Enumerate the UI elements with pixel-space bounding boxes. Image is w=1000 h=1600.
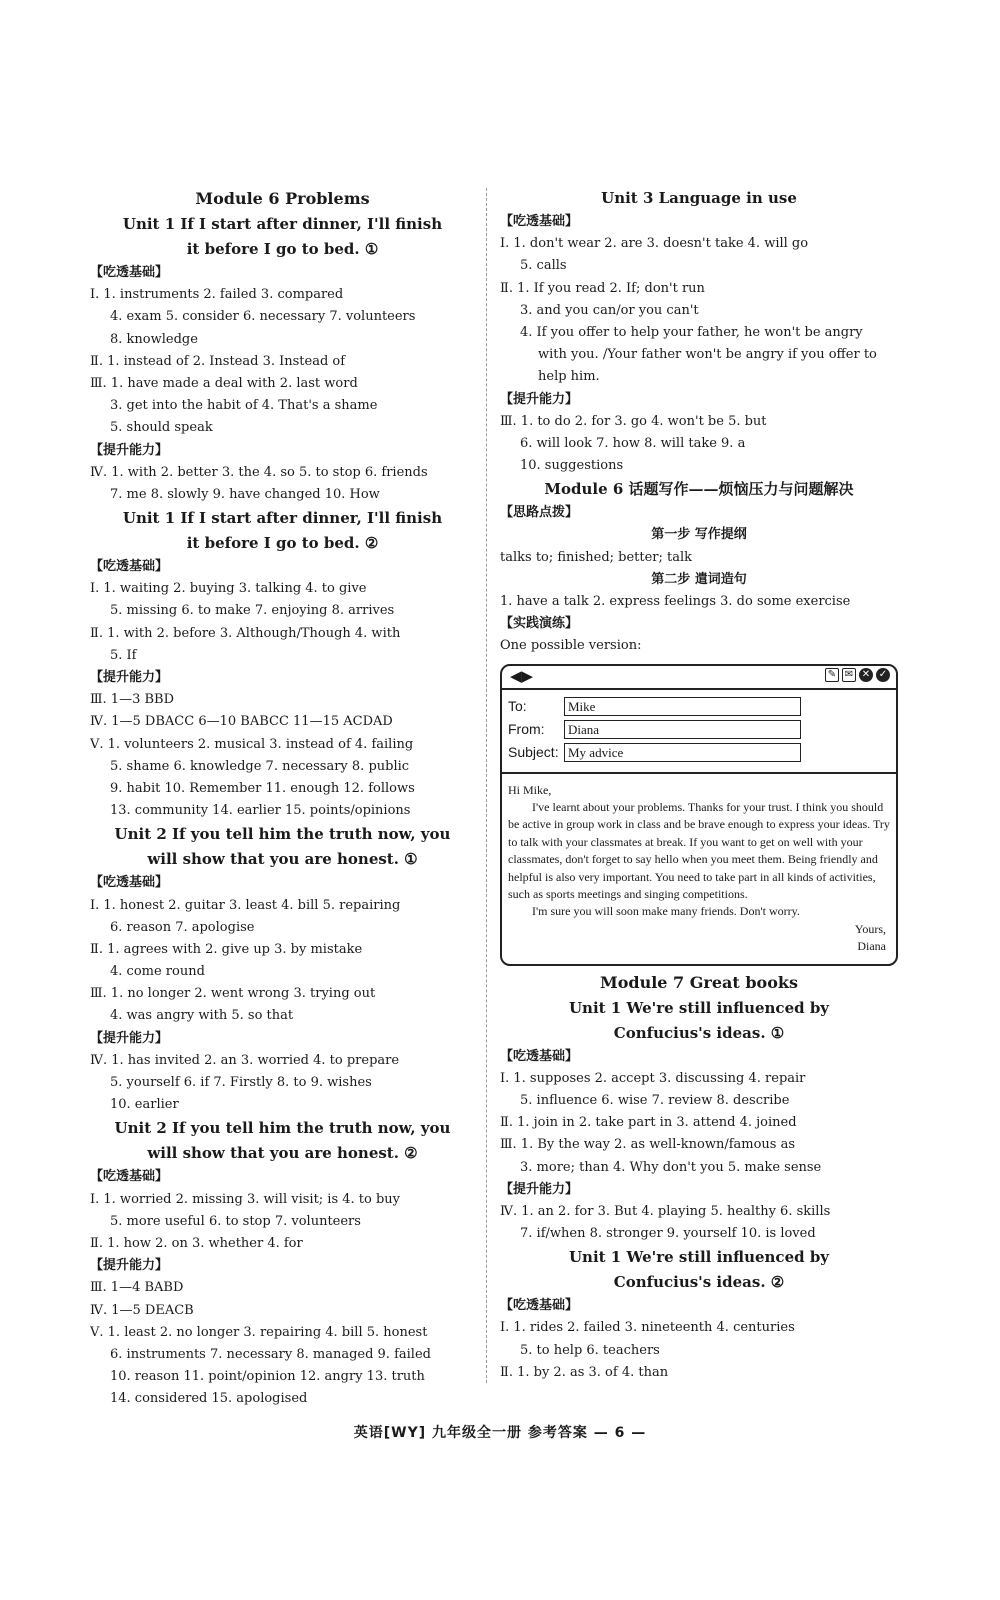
unit-title: Unit 3 Language in use: [601, 189, 797, 207]
section-heading: 【吃透基础】: [90, 875, 169, 891]
answer-line: 3. more; than 4. Why don't you 5. make sense: [520, 1159, 822, 1175]
answer-line: Ⅰ. 1. honest 2. guitar 3. least 4. bill 5. repairing: [90, 897, 401, 913]
answer-line: 7. me 8. slowly 9. have changed 10. How: [110, 486, 380, 502]
section-heading: 【吃透基础】: [90, 1169, 169, 1185]
email-icons: [825, 668, 890, 682]
answer-line: Ⅲ. 1—4 BABD: [90, 1280, 184, 1296]
answer-line: help him.: [538, 369, 600, 385]
answer-line: Ⅱ. 1. how 2. on 3. whether 4. for: [90, 1235, 303, 1251]
section-heading: 【提升能力】: [500, 391, 579, 407]
answer-line: Ⅳ. 1. an 2. for 3. But 4. playing 5. healthy 6. skills: [500, 1203, 831, 1219]
email-greeting: Hi Mike,: [508, 782, 552, 797]
answer-line: Ⅰ. 1. worried 2. missing 3. will visit; is 4. to buy: [90, 1191, 401, 1207]
to-label: To:: [508, 697, 527, 714]
answer-line: Ⅱ. 1. agrees with 2. give up 3. by mistake: [90, 941, 363, 957]
step-heading: 第二步 遣词造句: [651, 571, 747, 587]
answer-line: 5. influence 6. wise 7. review 8. describe: [520, 1092, 790, 1108]
subject-field: My advice: [564, 743, 801, 762]
section-heading: 【实践演练】: [500, 616, 579, 632]
answer-line: 5. shame 6. knowledge 7. necessary 8. public: [110, 758, 410, 774]
answer-line: 4. was angry with 5. so that: [110, 1008, 294, 1024]
answer-line: 13. community 14. earlier 15. points/opinions: [110, 803, 411, 819]
answer-line: 6. reason 7. apologise: [110, 919, 255, 935]
from-label: From:: [508, 720, 545, 737]
email-body: [502, 774, 896, 956]
answer-line: 5. missing 6. to make 7. enjoying 8. arrives: [110, 603, 395, 619]
email-paragraph: I've learnt about your problems. Thanks for your trust. I think you should be active in group work in class and be brave enough to express your ideas. Try to talk with your classmates at break. If you want to get on well with your classmates, don't forget to say hello when you meet them. Being friendly and helpful is also very important. You need to take part in all kinds of activities, such as sports meetings and singing competitions.: [508, 799, 890, 901]
unit-title: Confucius's ideas. ①: [613, 1023, 785, 1042]
step-heading: 第一步 写作提纲: [651, 527, 747, 543]
email-closing: Yours,: [854, 921, 886, 936]
answer-line: Ⅱ. 1. with 2. before 3. Although/Though 4. with: [90, 625, 401, 641]
left-column: [90, 186, 475, 1410]
module-title: Module 6 Problems: [195, 189, 370, 208]
unit-title: Unit 2 If you tell him the truth now, you: [114, 1119, 451, 1138]
answer-line: 10. reason 11. point/opinion 12. angry 13. truth: [110, 1369, 425, 1385]
section-heading: 【提升能力】: [90, 442, 169, 458]
unit-title: will show that you are honest. ②: [147, 1144, 418, 1163]
answer-line: Ⅰ. 1. waiting 2. buying 3. talking 4. to give: [90, 581, 367, 597]
email-mockup: [500, 664, 898, 966]
close-icon: ✕: [859, 668, 873, 682]
answer-line: 10. suggestions: [520, 458, 624, 474]
answer-line: talks to; finished; better; talk: [500, 549, 693, 565]
email-signature: Diana: [857, 939, 886, 954]
answer-line: 4. If you offer to help your father, he won't be angry: [520, 324, 863, 340]
answer-line: 14. considered 15. apologised: [110, 1391, 308, 1407]
answer-line: 1. have a talk 2. express feelings 3. do some exercise: [500, 594, 851, 609]
unit-title: it before I go to bed. ①: [186, 240, 379, 258]
mail-icon: ✉: [842, 668, 856, 682]
unit-title: Unit 1 We're still influenced by: [568, 998, 830, 1017]
check-icon: ✓: [876, 668, 890, 682]
column-divider: [486, 188, 487, 1383]
answer-line: 6. instruments 7. necessary 8. managed 9. failed: [110, 1346, 431, 1362]
email-to-row: [502, 695, 896, 718]
answer-line: Ⅲ. 1. By the way 2. as well-known/famous as: [500, 1137, 796, 1153]
right-column: [500, 186, 898, 1384]
answer-line: 10. earlier: [110, 1097, 179, 1113]
from-field: Diana: [564, 720, 801, 739]
forward-arrow-icon: ▶: [521, 666, 534, 685]
unit-title: will show that you are honest. ①: [147, 850, 418, 869]
unit-title: Unit 1 If I start after dinner, I'll finish: [122, 215, 443, 233]
answer-line: 6. will look 7. how 8. will take 9. a: [520, 435, 746, 451]
subject-label: Subject:: [508, 743, 559, 760]
answer-line: Ⅴ. 1. volunteers 2. musical 3. instead of 4. failing: [90, 736, 414, 752]
answer-line: One possible version:: [500, 638, 642, 654]
answer-line: 5. should speak: [110, 420, 213, 436]
answer-line: Ⅴ. 1. least 2. no longer 3. repairing 4. bill 5. honest: [90, 1324, 428, 1340]
answer-line: Ⅳ. 1—5 DEACB: [90, 1302, 194, 1318]
section-heading: 【提升能力】: [90, 670, 169, 685]
answer-line: Ⅰ. 1. supposes 2. accept 3. discussing 4. repair: [500, 1070, 806, 1086]
right-bottom-section: [500, 970, 898, 1384]
answer-line: 3. and you can/or you can't: [520, 302, 699, 318]
answer-line: 8. knowledge: [110, 331, 198, 347]
answer-line: Ⅳ. 1. with 2. better 3. the 4. so 5. to stop 6. friends: [90, 464, 428, 480]
section-heading: 【提升能力】: [90, 1030, 169, 1046]
edit-icon: ✎: [825, 668, 839, 682]
unit-title: Confucius's ideas. ②: [613, 1273, 785, 1292]
answer-line: 5. more useful 6. to stop 7. volunteers: [110, 1213, 361, 1229]
section-heading: 【吃透基础】: [500, 214, 579, 229]
answer-line: 5. If: [110, 647, 137, 663]
answer-line: Ⅲ. 1—3 BBD: [90, 692, 175, 708]
answer-line: Ⅳ. 1. has invited 2. an 3. worried 4. to prepare: [90, 1052, 400, 1068]
nav-arrows: [510, 667, 533, 685]
answer-line: 4. exam 5. consider 6. necessary 7. volunteers: [110, 309, 416, 325]
answer-line: Ⅰ. 1. instruments 2. failed 3. compared: [90, 287, 344, 303]
answer-line: 3. get into the habit of 4. That's a shame: [110, 398, 378, 414]
unit-title: Module 6 话题写作——烦恼压力与问题解决: [544, 480, 854, 499]
section-heading: 【提升能力】: [90, 1258, 169, 1274]
back-arrow-icon: ◀: [510, 666, 522, 685]
page-footer: 英语[WY] 九年级全一册 参考答案 — 6 —: [353, 1425, 647, 1441]
answer-line: Ⅳ. 1—5 DBACC 6—10 BABCC 11—15 ACDAD: [90, 714, 393, 730]
answer-line: Ⅱ. 1. instead of 2. Instead 3. Instead of: [90, 353, 346, 369]
answer-line: 5. yourself 6. if 7. Firstly 8. to 9. wishes: [110, 1075, 372, 1090]
email-from-row: [502, 718, 896, 741]
answer-line: Ⅰ. 1. rides 2. failed 3. nineteenth 4. centuries: [500, 1320, 795, 1336]
section-heading: 【吃透基础】: [500, 1048, 579, 1064]
answer-line: 5. to help 6. teachers: [520, 1342, 660, 1358]
answer-line: Ⅰ. 1. don't wear 2. are 3. doesn't take 4. will go: [500, 236, 809, 252]
answer-line: Ⅱ. 1. If you read 2. If; don't run: [500, 280, 705, 296]
right-top-section: [500, 186, 898, 658]
answer-line: 5. calls: [520, 258, 567, 274]
answer-line: Ⅱ. 1. join in 2. take part in 3. attend 4. joined: [500, 1115, 797, 1131]
answer-line: Ⅲ. 1. to do 2. for 3. go 4. won't be 5. but: [500, 413, 767, 429]
unit-title: it before I go to bed. ②: [186, 534, 379, 553]
answer-line: 4. come round: [110, 964, 205, 980]
section-heading: 【吃透基础】: [500, 1298, 579, 1314]
answer-line: Ⅱ. 1. by 2. as 3. of 4. than: [500, 1364, 669, 1380]
unit-title: Unit 2 If you tell him the truth now, you: [114, 825, 451, 844]
email-paragraph: I'm sure you will soon make many friends. Don't worry.: [532, 904, 800, 919]
answer-line: with you. /Your father won't be angry if you offer to: [538, 347, 877, 363]
answer-line: 9. habit 10. Remember 11. enough 12. follows: [110, 780, 415, 796]
answer-line: Ⅲ. 1. have made a deal with 2. last word: [90, 375, 358, 391]
answer-line: Ⅲ. 1. no longer 2. went wrong 3. trying out: [90, 986, 376, 1002]
section-heading: 【吃透基础】: [90, 265, 169, 280]
section-heading: 【提升能力】: [500, 1181, 579, 1197]
unit-title: Unit 1 If I start after dinner, I'll finish: [122, 509, 443, 528]
email-toolbar: [502, 666, 896, 690]
unit-title: Unit 1 We're still influenced by: [568, 1248, 830, 1267]
email-subject-row: [502, 741, 896, 764]
answer-line: 7. if/when 8. stronger 9. yourself 10. is loved: [520, 1226, 816, 1242]
module-title: Module 7 Great books: [600, 972, 798, 992]
section-heading: 【思路点拨】: [500, 505, 579, 521]
section-heading: 【吃透基础】: [90, 559, 169, 575]
to-field: Mike: [564, 697, 801, 716]
